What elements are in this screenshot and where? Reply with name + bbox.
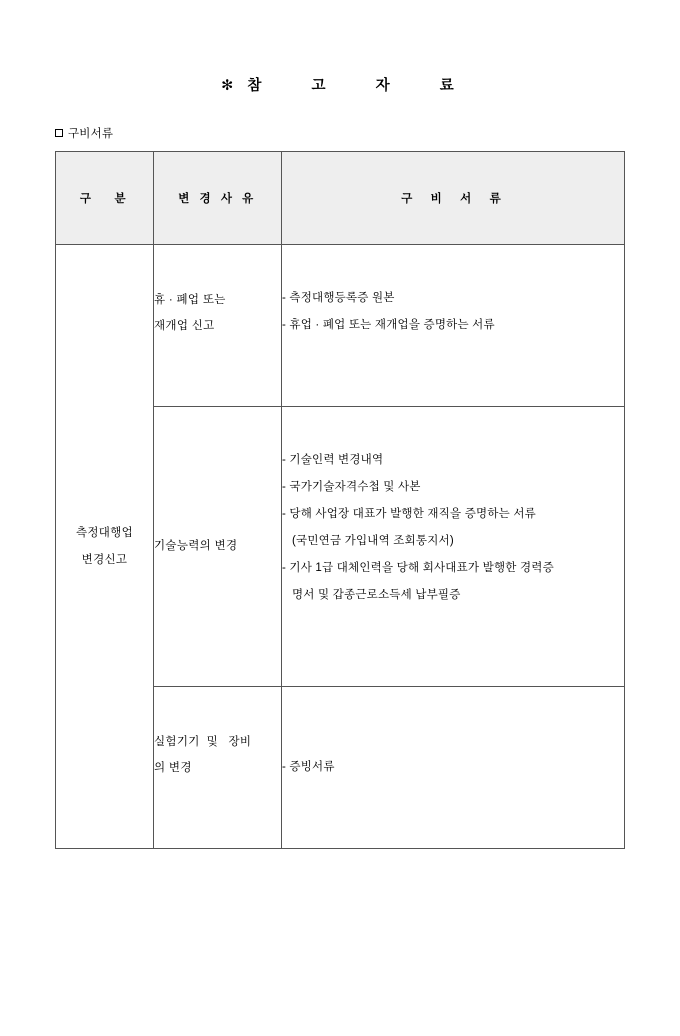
cell-reason [154, 407, 282, 687]
document-line: - 측정대행등록증 원본 [282, 292, 395, 304]
reason-line: 재개업 신고 [154, 320, 215, 333]
column-header-reason: 변 경 사 유 [154, 152, 282, 245]
reason-line: 실험기기 및 장비 [154, 736, 252, 748]
reason-line: 휴 · 폐업 또는 [154, 294, 226, 306]
required-documents-table [55, 151, 625, 849]
column-header-documents: 구 비 서 류 [282, 152, 625, 245]
category-line: 변경신고 [81, 553, 128, 566]
document-line: (국민연금 가입내역 조회통지서) [292, 535, 454, 548]
page-title: ✻ 참 고 자 료 [221, 78, 459, 94]
document-line: 명서 및 갑종근로소득세 납부필증 [292, 589, 461, 602]
document-page [0, 74, 680, 1036]
document-line: - 기술인력 변경내역 [282, 454, 384, 466]
cell-category [56, 245, 154, 849]
document-line: - 휴업 · 폐업 또는 재개업을 증명하는 서류 [282, 319, 495, 332]
cell-documents [282, 245, 625, 407]
document-line: - 국가기술자격수첩 및 사본 [282, 481, 421, 494]
reason-line: 기술능력의 변경 [154, 540, 238, 553]
square-bullet-icon [55, 129, 63, 137]
table-row [56, 245, 625, 407]
cell-reason [154, 687, 282, 849]
document-line: - 증빙서류 [282, 760, 335, 773]
document-line: - 당해 사업장 대표가 발행한 재직을 증명하는 서류 [282, 508, 536, 521]
category-line: 측정대행업 [75, 527, 134, 540]
column-header-category: 구 분 [56, 152, 154, 245]
cell-reason [154, 245, 282, 407]
cell-documents [282, 407, 625, 687]
cell-documents [282, 687, 625, 849]
document-line: - 기사 1급 대체인력을 당해 회사대표가 발행한 경력증 [282, 562, 554, 575]
section-heading-label: 구비서류 [68, 128, 114, 140]
reason-line: 의 변경 [154, 762, 192, 775]
table-header-row [56, 152, 625, 245]
section-heading [55, 125, 625, 141]
